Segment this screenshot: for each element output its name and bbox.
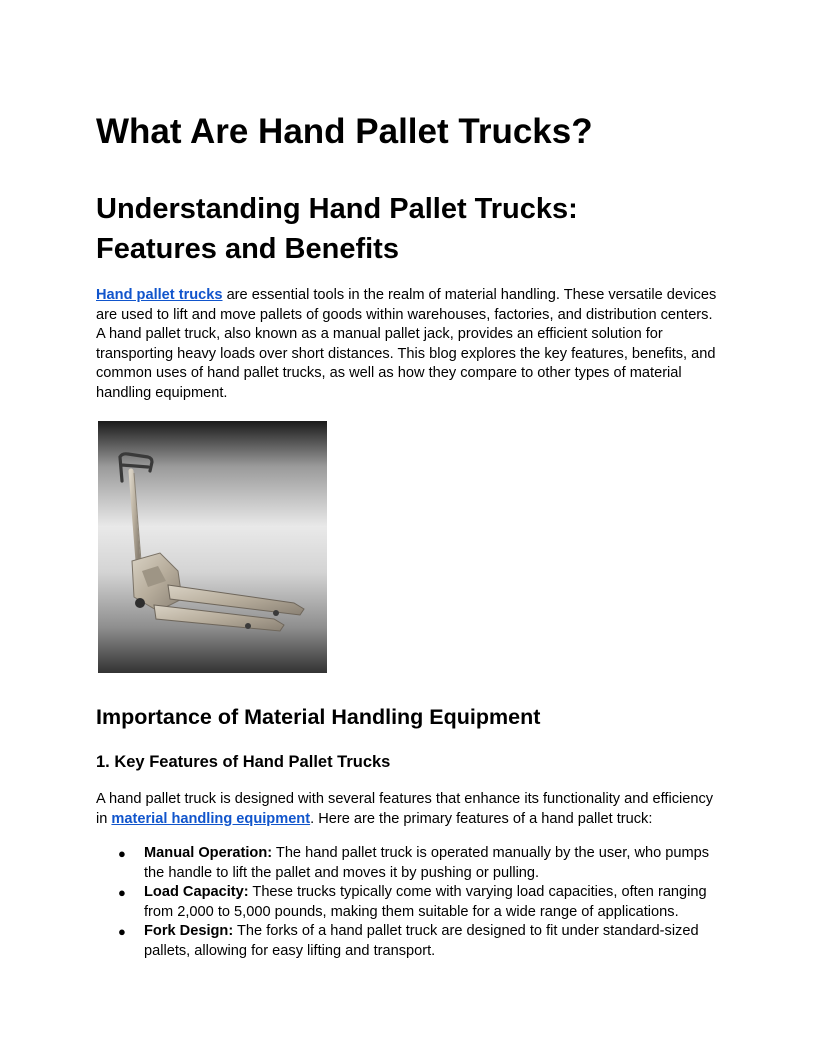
feature-text: The hand pallet truck is operated manually by the user, who pumps the handle to lift the pallet and moves it by pushing or pulling. (144, 845, 710, 881)
features-intro-text-after: . Here are the primary features of a hand pallet truck: (310, 810, 653, 827)
features-intro-paragraph (96, 790, 720, 829)
features-list (96, 844, 720, 961)
bullet-icon: ● (118, 846, 126, 861)
material-handling-equipment-link[interactable]: material handling equipment (111, 810, 311, 827)
bullet-icon: ● (118, 924, 126, 939)
feature-text: These trucks typically come with varying load capacities, often ranging from 2,000 to 5,000 pounds, making them suitable for a wide range of applications. (144, 884, 707, 920)
page-title: What Are Hand Pallet Trucks? (96, 112, 593, 151)
list-item (96, 883, 720, 922)
features-intro-text-before: A hand pallet truck is designed with several features that enhance its functionality and efficiency in (96, 791, 714, 827)
bullet-icon: ● (118, 885, 126, 900)
hand-pallet-trucks-link[interactable]: Hand pallet trucks (96, 287, 223, 303)
section-heading: Importance of Material Handling Equipment (96, 705, 541, 729)
feature-text: The forks of a hand pallet truck are designed to fit under standard-sized pallets, allowing for easy lifting and transport. (144, 923, 699, 959)
page-subtitle: Understanding Hand Pallet Trucks: Features and Benefits (96, 193, 578, 265)
feature-label: Fork Design: (144, 923, 234, 939)
feature-label: Manual Operation: (144, 845, 273, 861)
hand-pallet-truck-image (98, 421, 327, 673)
intro-paragraph (96, 286, 720, 403)
list-item (96, 922, 720, 961)
feature-label: Load Capacity: (144, 884, 249, 900)
intro-text: are essential tools in the realm of material handling. These versatile devices are used to lift and move pallets of goods within warehouses, factories, and distribution centers. A hand pallet truck, also known as a manual pallet jack, provides an efficient solution for transporting heavy loads over short distances. This blog explores the key features, benefits, and common uses of hand pallet trucks, as well as how they compare to other types of material handling equipment. (96, 287, 717, 401)
list-item (96, 844, 720, 883)
subsection-heading: 1. Key Features of Hand Pallet Trucks (96, 753, 391, 771)
